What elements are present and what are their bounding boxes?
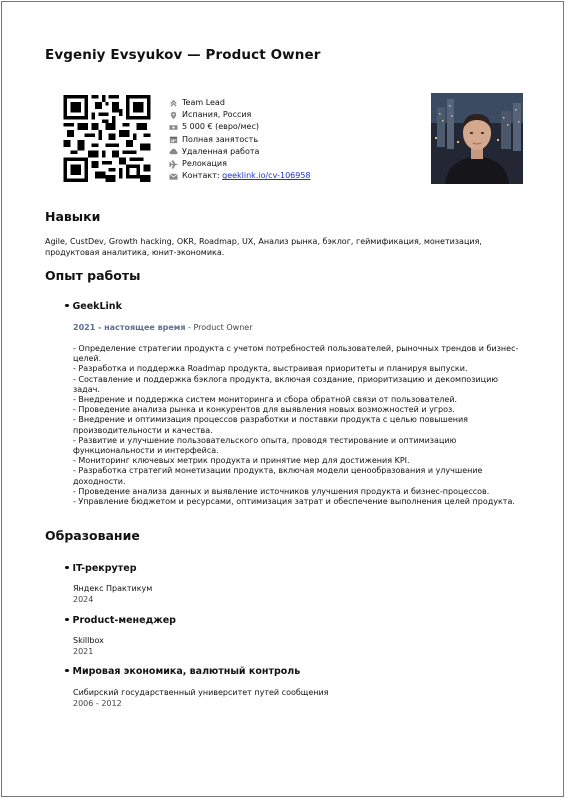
duty-item: - Внедрение и оптимизация процессов разработки и поставки продукта с целью повышения производительности и качества.: [73, 415, 468, 435]
experience-heading: Опыт работы: [45, 268, 141, 283]
contact-item-employment: [169, 134, 311, 146]
job-period: [73, 323, 252, 332]
resume-page: [1, 1, 564, 797]
cloud-icon: [169, 147, 178, 156]
contact-item-salary: [169, 121, 311, 133]
education-details: [73, 584, 152, 605]
money-icon: [169, 123, 178, 132]
skills-text: Agile, CustDev, Growth hacking, OKR, Roadmap, UX, Анализ рынка, бэклог, геймификация, монетизация, продуктовая аналитика, юнит-экономика.: [45, 237, 482, 257]
duty-item: - Разработка стратегий монетизации продукта, включая модели ценообразования и улучшение доходности.: [73, 466, 483, 486]
duty-item: - Проведение анализа данных и выявление источников улучшения продукта и бизнес-процессов.: [73, 486, 490, 496]
education-year: 2006 - 2012: [73, 698, 122, 708]
contact-item-label: Team Lead: [182, 98, 225, 107]
contact-list: [169, 97, 311, 182]
duty-item: - Мониторинг ключевых метрик продукта и принятие мер для достижения KPI.: [73, 456, 410, 466]
qr-code: [62, 95, 152, 182]
contact-item-label: Удаленная работа: [182, 146, 260, 156]
contact-label: Контакт:: [182, 171, 220, 181]
contact-item-link: [169, 170, 311, 182]
calendar-icon: [169, 135, 178, 144]
duty-item: - Разработка и поддержка Roadmap продукта, выстраивая приоритеты и планируя выпуски.: [73, 364, 468, 374]
education-school: Skillbox: [73, 636, 104, 645]
profile-photo: [431, 93, 523, 184]
duty-item: - Составление и поддержка бэклога продукта, включая создание, приоритизацию и декомпозицию задач.: [73, 374, 499, 394]
education-heading: Образование: [45, 528, 140, 543]
company-name: GeekLink: [65, 301, 122, 312]
duty-item: - Развитие и улучшение пользовательского опыта, проводя тестирование и оптимизацию функциональности и интерфейса.: [73, 435, 457, 456]
contact-item-position: [169, 97, 311, 109]
plane-icon: [169, 160, 178, 169]
contact-item-label: 5 000 € (евро/мес): [182, 122, 259, 132]
skills-heading: Навыки: [45, 209, 101, 224]
education-year: 2024: [73, 594, 94, 604]
job-role: - Product Owner: [185, 323, 253, 332]
duty-item: - Управление бюджетом и ресурсами, оптимизация затрат и обеспечение выполнения целей продукта.: [73, 497, 515, 507]
job-years: 2021 - настоящее время: [73, 323, 186, 332]
duty-item: - Внедрение и поддержка систем мониторинга и сбора обратной связи от пользователей.: [73, 395, 458, 405]
page-title: Evgeniy Evsyukov — Product Owner: [45, 47, 321, 63]
education-title: Product-менеджер: [65, 615, 176, 626]
contact-item-label: Релокация: [182, 159, 227, 169]
education-details: [73, 688, 329, 709]
job-duties: [73, 344, 525, 507]
contact-link[interactable]: geeklink.io/cv-106958: [222, 171, 311, 181]
education-school: Сибирский государственный университет путей сообщения: [73, 688, 329, 697]
contact-item-location: [169, 109, 311, 121]
duty-item: - Определение стратегии продукта с учетом потребностей пользователей, рыночных трендов и бизнес-целей.: [73, 344, 519, 364]
location-pin-icon: [169, 111, 178, 120]
contact-item-label: Испания, Россия: [182, 110, 252, 120]
education-details: [73, 636, 104, 657]
education-title: IT-рекрутер: [65, 563, 137, 574]
education-year: 2021: [73, 646, 94, 656]
education-school: Яндекс Практикум: [73, 584, 153, 593]
chevrons-up-icon: [169, 99, 178, 108]
contact-item-remote: [169, 146, 311, 158]
education-title: Мировая экономика, валютный контроль: [65, 666, 300, 677]
envelope-icon: [169, 172, 178, 181]
contact-item-relocation: [169, 158, 311, 170]
contact-item-label: Полная занятость: [182, 134, 259, 144]
duty-item: - Проведение анализа рынка и конкурентов для выявления новых возможностей и угроз.: [73, 405, 455, 415]
